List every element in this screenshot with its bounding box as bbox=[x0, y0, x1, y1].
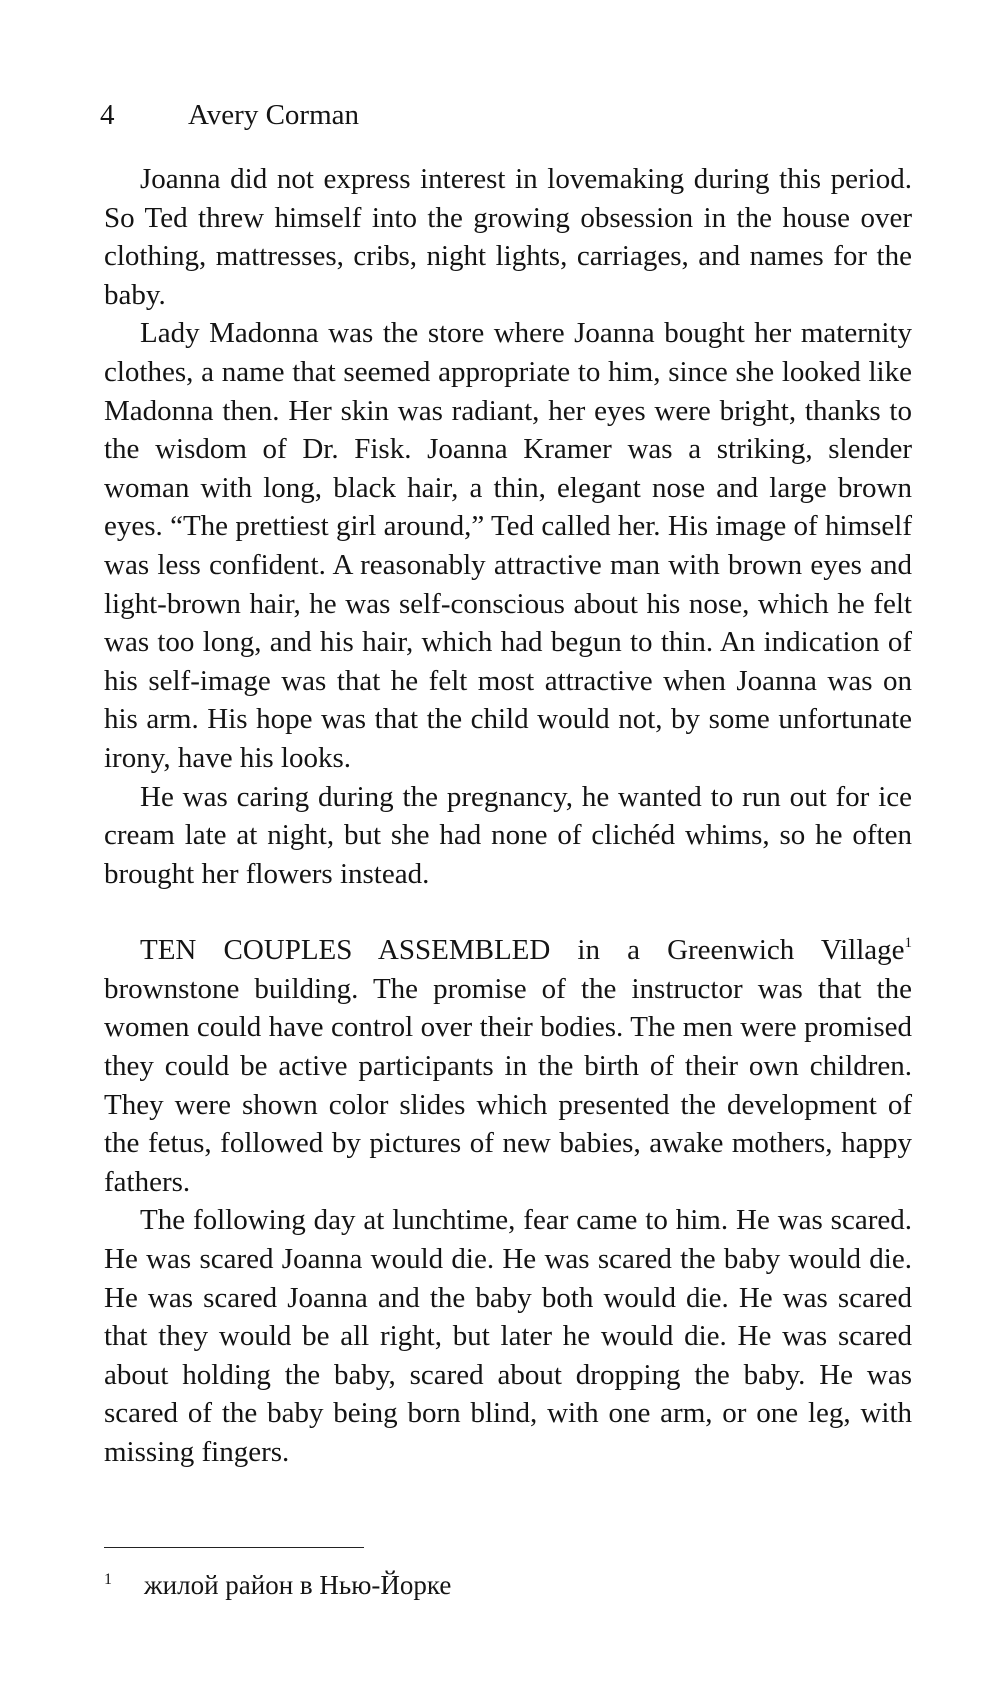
paragraph-4 bbox=[104, 931, 912, 1201]
body-text bbox=[104, 160, 912, 1472]
footnote-reference: 1 bbox=[904, 935, 912, 952]
running-head bbox=[100, 98, 359, 132]
footnote-divider bbox=[104, 1547, 364, 1548]
paragraph-5: The following day at lunchtime, fear came to him. He was scared. He was scared Joanna would die. He was scared the baby would die. He was scared Joanna and the baby both would die. He was scared that they would be all right, but later he would die. He was scared about holding the baby, scared about dropping the baby. He was scared of the baby being born blind, with one arm, or one leg, with missing fingers. bbox=[104, 1204, 912, 1468]
paragraph-4-lead: TEN COUPLES ASSEMBLED in a Greenwich Village bbox=[140, 934, 905, 967]
paragraph-4-rest: brownstone building. The promise of the instructor was that the women could have control over their bodies. The men were promised they could be active participants in the birth of their own children. They were shown color slides which presented the development of the fetus, followed by pictures of new babies, awake mothers, happy fathers. bbox=[104, 972, 912, 1198]
paragraph-2: Lady Madonna was the store where Joanna bought her maternity clothes, a name that seemed appropriate to him, since she looked like Madonna then. Her skin was radiant, her eyes were bright, thanks to the wisdom of Dr. Fisk. Joanna Kramer was a striking, slender woman with long, black hair, a thin, elegant nose and large brown eyes. “The prettiest girl around,” Ted called her. His image of himself was less confident. A reasonably attractive man with brown eyes and light-brown hair, he was self-conscious about his nose, which he felt was too long, and his hair, which had begun to thin. An indication of his self-image was that he felt most attractive when Joanna was on his arm. His hope was that the child would not, by some unfortunate irony, have his looks. bbox=[104, 317, 912, 774]
footnote: 1 жилой район в Нью-Йорке bbox=[104, 1570, 452, 1600]
footnote-text: жилой район в Нью-Йорке bbox=[144, 1570, 452, 1600]
paragraph-3: He was caring during the pregnancy, he wanted to run out for ice cream late at night, but she had none of clichéd whims, so he often brought her flowers instead. bbox=[104, 780, 912, 890]
author-name: Avery Corman bbox=[188, 99, 359, 131]
page-number: 4 bbox=[100, 99, 115, 131]
paragraph-1: Joanna did not express interest in lovemaking during this period. So Ted threw himself into the growing obsession in the house over clothing, mattresses, cribs, night lights, carriages, and names for the baby. bbox=[104, 163, 912, 311]
